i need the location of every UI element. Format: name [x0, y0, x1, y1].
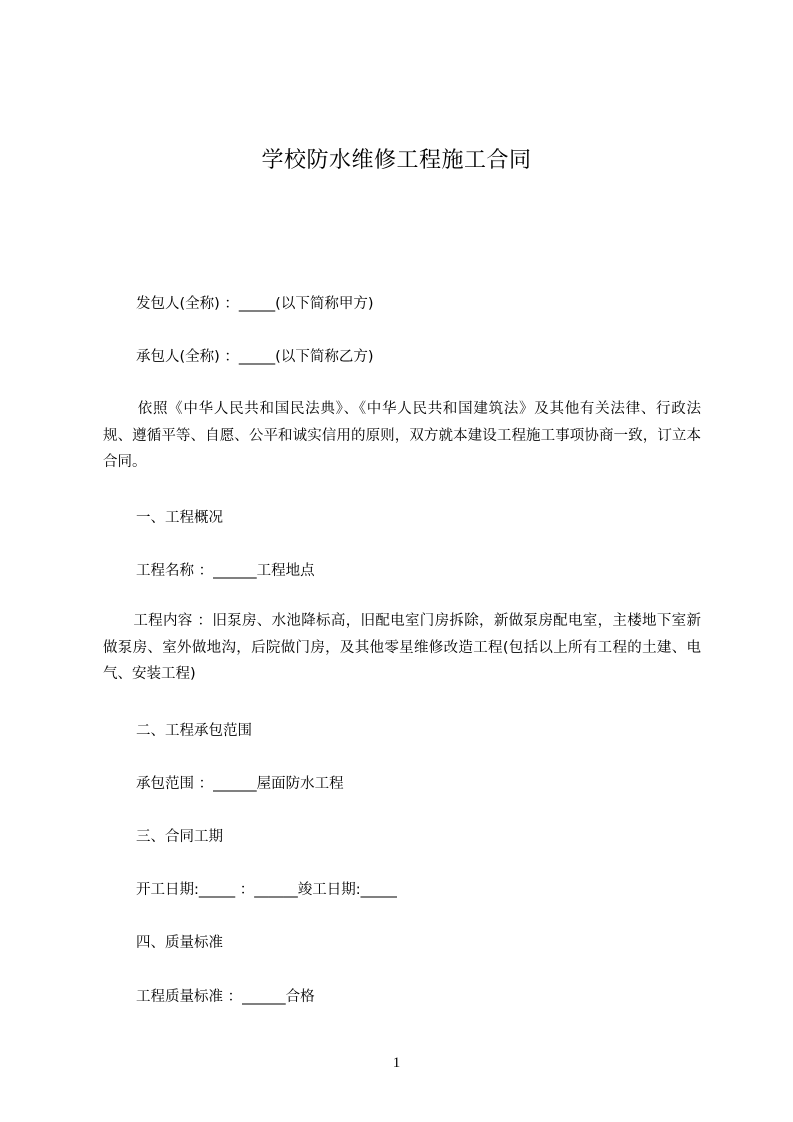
document-title: 学校防水维修工程施工合同 — [261, 148, 532, 173]
section-3-heading: 三、合同工期 — [136, 829, 223, 845]
scope-line: 承包范围 ：______屋面防水工程 — [136, 776, 344, 792]
quality-line: 工程质量标准 ：______合格 — [136, 989, 315, 1005]
project-name-line: 工程名称 ：______工程地点 — [136, 563, 315, 579]
project-content-text: 工程内容 ：旧泵房、水池降标高，旧配电室门房拆除，新做泵房配电室，主楼地下室新做泵房、室外做地沟，后院做门房，及其他零星维修改造工程(包括以上所有工程的土建、电气、安装工程) — [103, 613, 701, 682]
section-4-heading: 四、质量标准 — [136, 935, 223, 951]
schedule-line: 开工日期:_____ ：______竣工日期:_____ — [136, 882, 397, 898]
party-a-line: 发包人(全称) ：_____(以下简称甲方) — [136, 296, 374, 312]
party-b-line: 承包人(全称) ：_____(以下简称乙方) — [136, 349, 374, 365]
project-content-paragraph — [103, 608, 701, 688]
section-1-heading: 一、工程概况 — [136, 510, 223, 526]
preamble-paragraph — [103, 396, 701, 476]
section-2-heading: 二、工程承包范围 — [136, 723, 252, 739]
page-number: 1 — [392, 1055, 401, 1071]
preamble-text: 依照《中华人民共和国民法典》、《中华人民共和国建筑法》及其他有关法律、行政法规、遵循平等、自愿、公平和诚实信用的原则，双方就本建设工程施工事项协商一致，订立本合同。 — [103, 401, 701, 470]
